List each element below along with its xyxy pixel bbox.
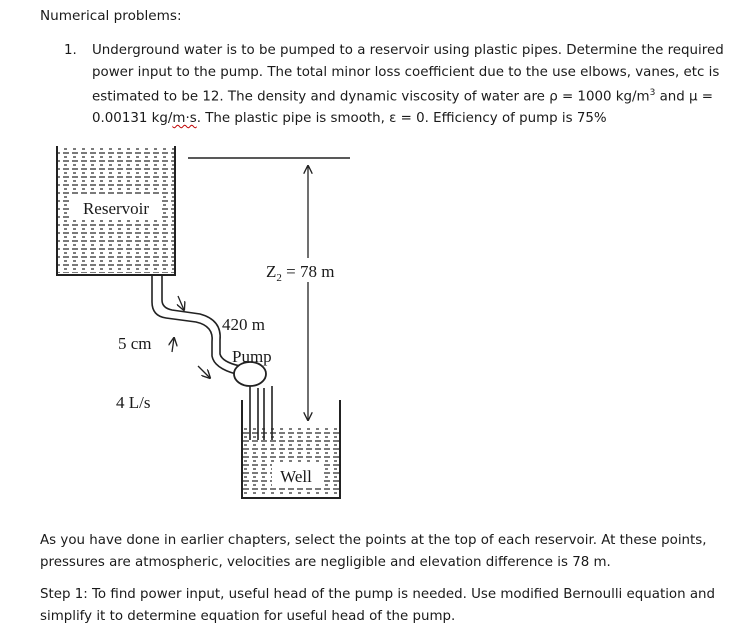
flow-arrow-1 <box>178 296 184 310</box>
problem-text <box>92 40 724 129</box>
pipe-length-label: 420 m <box>222 315 265 334</box>
reservoir-tank <box>57 146 175 275</box>
flow-rate-label: 4 L/s <box>116 393 151 412</box>
viscosity-value: 0.00131 kg/ <box>92 110 173 126</box>
pump-label: Pump <box>232 347 272 366</box>
section-heading: Numerical problems: <box>40 8 182 24</box>
problem-statement <box>64 40 724 129</box>
pipe-diameter-label: 5 cm <box>118 334 152 353</box>
viscosity-symbol: μ = <box>689 89 714 105</box>
problem-number: 1. <box>64 43 77 58</box>
paragraph-reference-points: As you have done in earlier chapters, select the points at the top of each reservoir. At these points, pressures are atmospheric, velocities are negligible and elevation difference is 78 m. <box>40 533 707 570</box>
problem-text-and: and <box>655 89 690 105</box>
density-value: ρ = 1000 kg/m <box>549 89 650 105</box>
problem-text-main: Underground water is to be pumped to a reservoir using plastic pipes. Determine the required power input to the pump. The total minor loss coefficient due to the use elbows, vanes, etc is estimated to be 12. The density and dynamic viscosity of water are <box>92 43 724 105</box>
paragraph-step-1: Step 1: To find power input, useful head of the pump is needed. Use modified Bernoulli equation and simplify it to determine equation for useful head of the pump. <box>40 587 716 624</box>
flow-arrow-2 <box>198 366 210 378</box>
well-tank <box>242 400 340 498</box>
viscosity-unit: m·s <box>172 110 197 126</box>
pump-system-diagram <box>0 140 380 510</box>
density-exponent: 3 <box>649 88 656 98</box>
reservoir-label: Reservoir <box>82 199 150 218</box>
elevation-label: $Z_2 = 78$ m <box>266 262 335 284</box>
problem-text-tail: . The plastic pipe is smooth, ε = 0. Efficiency of pump is 75% <box>196 110 607 126</box>
well-label: Well <box>280 467 312 486</box>
diameter-arrow <box>172 338 174 352</box>
